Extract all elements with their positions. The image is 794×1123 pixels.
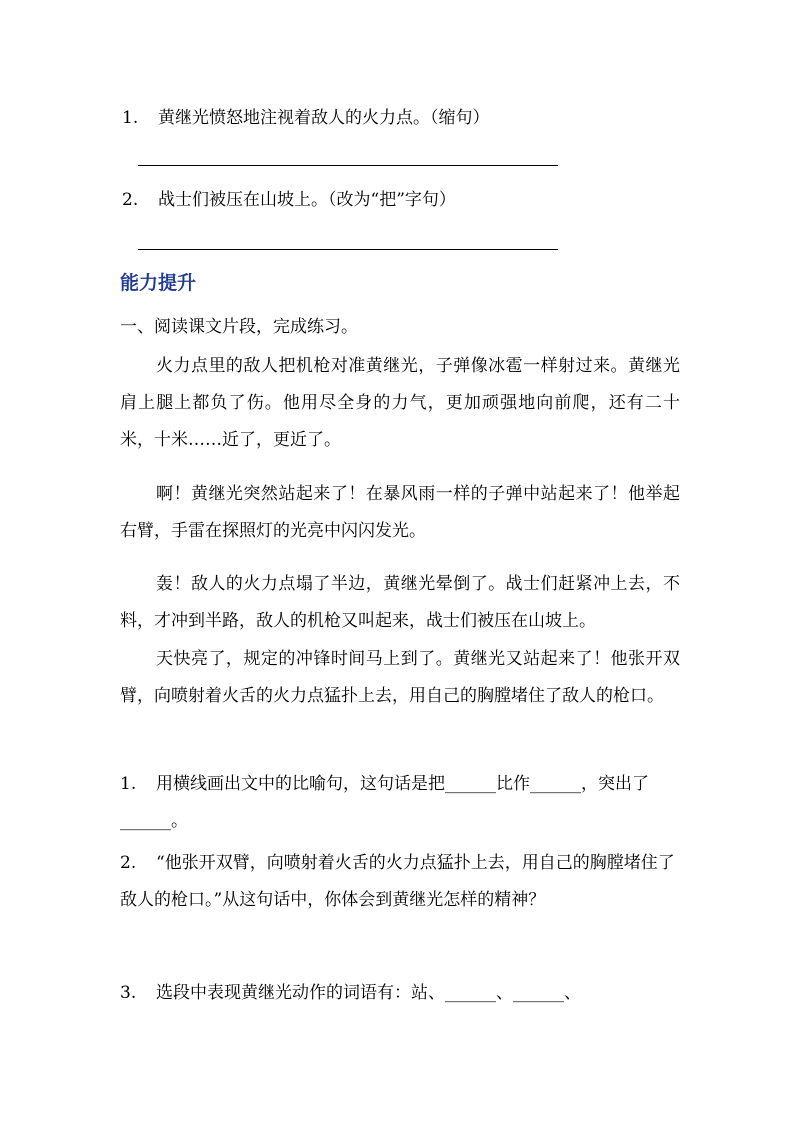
part-heading: 一、阅读课文片段，完成练习。 [120, 317, 358, 337]
question-2 [120, 845, 680, 919]
passage-paragraph-3: 轰！敌人的火力点塌了半边，黄继光晕倒了。战士们赶紧冲上去，不料，才冲到半路，敌人的机枪又叫起来，战士们被压在山坡上。 [120, 574, 680, 631]
exercise-2-text: 战士们被压在山坡上。（改为“把”字句） [158, 190, 456, 210]
exercise-1-number: 1. [122, 108, 139, 128]
exercise-2-number: 2. [122, 190, 139, 210]
question-1-number: 1. [120, 774, 137, 794]
question-2-text: “他张开双臂，向喷射着火舌的火力点猛扑上去，用自己的胸膛堵住了敌人的枪口。”从这句话中，你体会到黄继光怎样的精神？ [120, 853, 675, 910]
exercise-1-text: 黄继光愤怒地注视着敌人的火力点。（缩句） [158, 108, 490, 128]
answer-line-1[interactable] [138, 165, 558, 166]
question-1-text: 用横线画出文中的比喻句，这句话是把______比作______，突出了______。 [120, 774, 649, 831]
question-1 [120, 766, 680, 840]
passage-paragraph-2: 啊！黄继光突然站起来了！在暴风雨一样的子弹中站起来了！他举起右臂，手雷在探照灯的光亮中闪闪发光。 [120, 484, 680, 541]
question-3-number: 3. [120, 983, 137, 1003]
question-3 [120, 975, 680, 1012]
exercise-2 [122, 188, 456, 212]
question-3-text: 选段中表现黄继光动作的词语有：站、______、______、 [156, 983, 581, 1003]
exercise-1 [122, 106, 490, 130]
answer-line-2[interactable] [138, 249, 558, 250]
section-title: 能力提升 [120, 272, 197, 294]
passage-paragraph-4: 天快亮了，规定的冲锋时间马上到了。黄继光又站起来了！他张开双臂，向喷射着火舌的火力点猛扑上去，用自己的胸膛堵住了敌人的枪口。 [120, 649, 680, 706]
passage-paragraph-1: 火力点里的敌人把机枪对准黄继光，子弹像冰雹一样射过来。黄继光肩上腿上都负了伤。他用尽全身的力气，更加顽强地向前爬，还有二十米，十米……近了，更近了。 [120, 356, 680, 450]
question-2-number: 2. [120, 853, 137, 873]
